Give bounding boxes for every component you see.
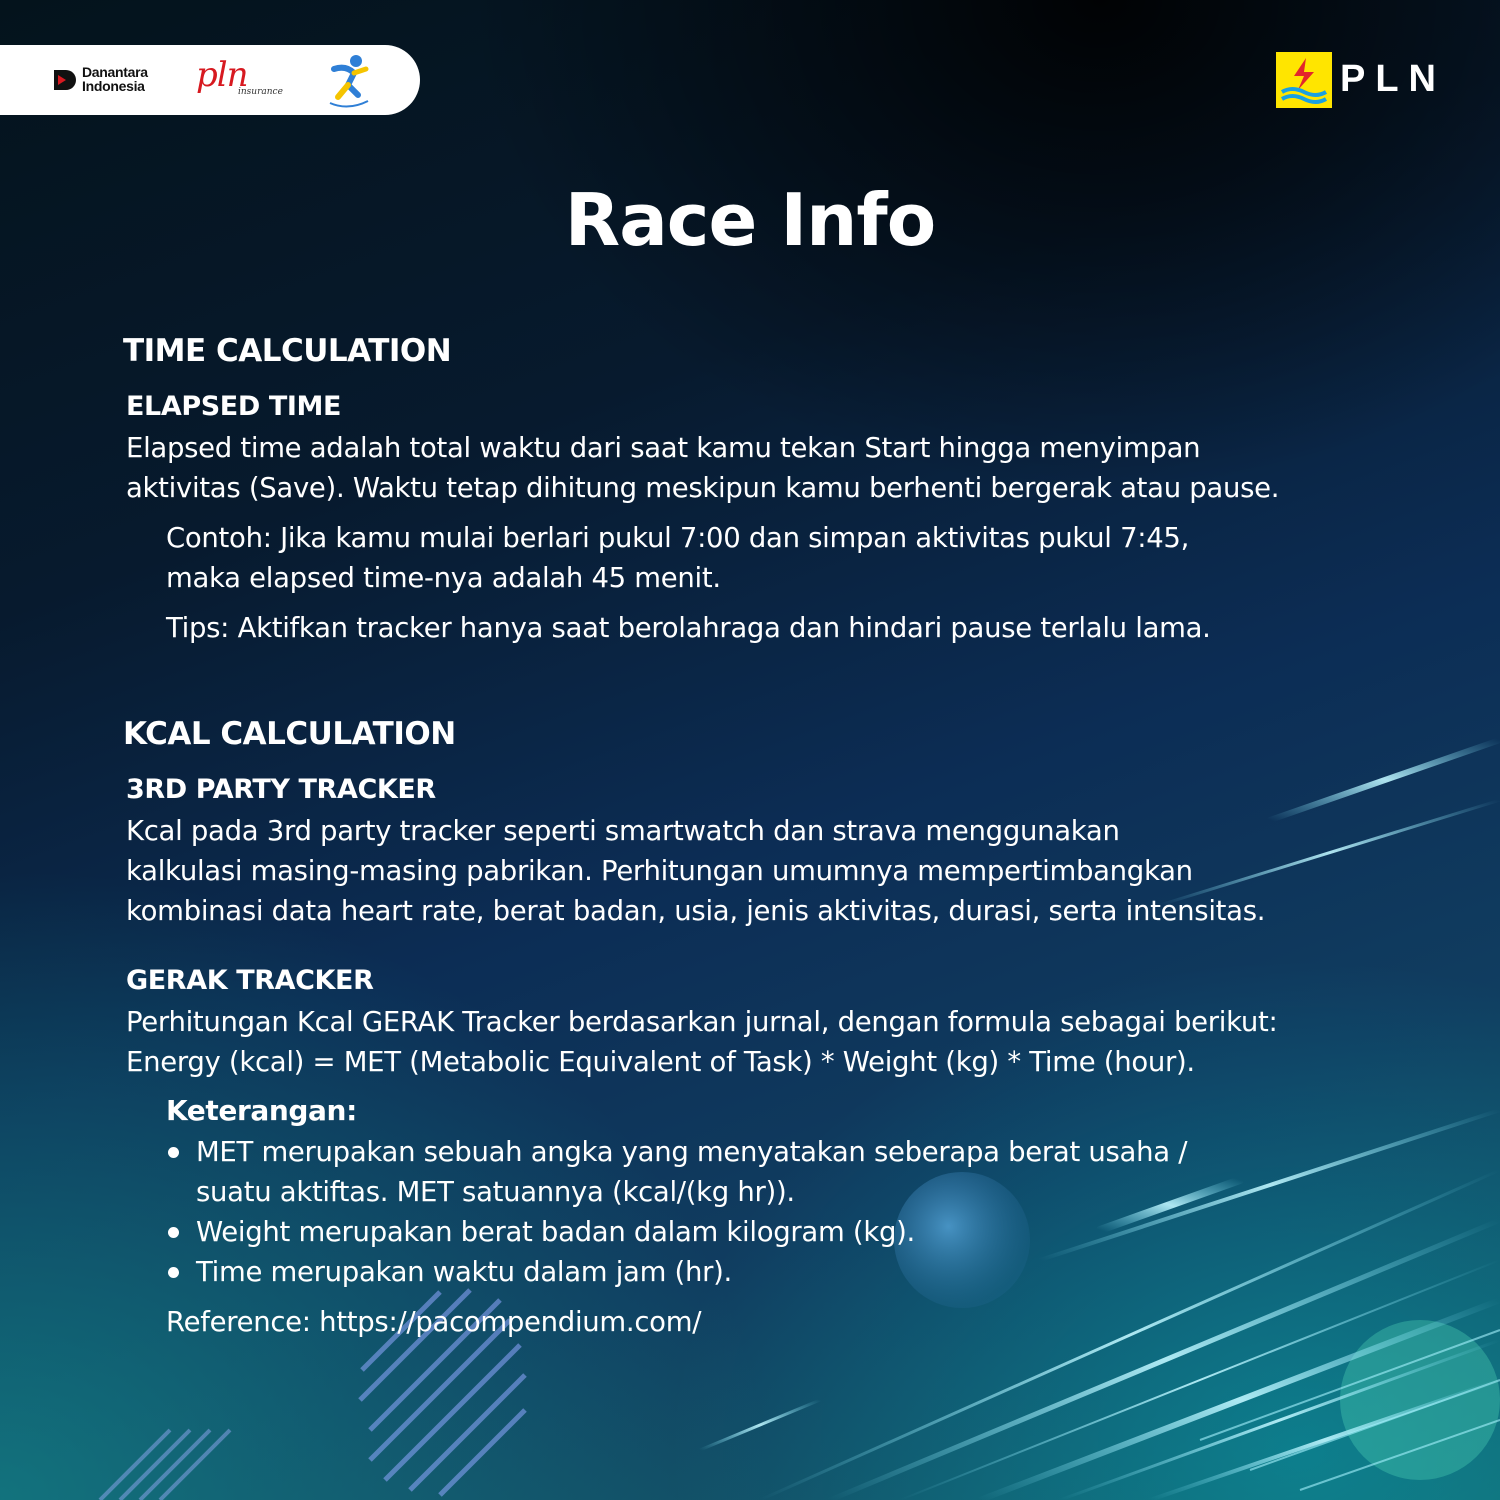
- keterangan-label: Keterangan:: [166, 1094, 357, 1127]
- third-party-tracker-description: [126, 811, 1466, 931]
- bullet-dot-icon: [168, 1227, 179, 1238]
- example-line: maka elapsed time-nya adalah 45 menit.: [166, 562, 721, 594]
- third-party-line: kombinasi data heart rate, berat badan, usia, jenis aktivitas, durasi, serta intensitas.: [126, 895, 1266, 927]
- pln-insurance-subtext: insurance: [238, 87, 283, 97]
- tips-line: Tips: Aktifkan tracker hanya saat berolahraga dan hindari pause terlalu lama.: [166, 612, 1211, 644]
- elapsed-time-description: [126, 428, 1466, 508]
- keterangan-list: [166, 1132, 1426, 1292]
- formula-line: Energy (kcal) = MET (Metabolic Equivalent of Task) * Weight (kg) * Time (hour).: [126, 1046, 1195, 1078]
- elapsed-time-tips: [166, 608, 1456, 648]
- elapsed-time-heading: ELAPSED TIME: [126, 391, 342, 422]
- list-item: [166, 1212, 1426, 1252]
- elapsed-time-line: Elapsed time adalah total waktu dari saat kamu tekan Start hingga menyimpan: [126, 432, 1201, 464]
- list-item-text: Weight merupakan berat badan dalam kilogram (kg).: [196, 1216, 915, 1248]
- pln-logo-text: PLN: [1340, 58, 1446, 100]
- gerak-tracker-heading: GERAK TRACKER: [126, 965, 374, 996]
- partner-logos-bar: [0, 45, 420, 115]
- pln-wellness-logo-icon: [318, 51, 378, 109]
- reference-text: [166, 1302, 1456, 1342]
- list-item: [166, 1132, 1426, 1212]
- third-party-line: kalkulasi masing-masing pabrikan. Perhitungan umumnya mempertimbangkan: [126, 855, 1193, 887]
- danantara-logo-text: Danantara Indonesia: [82, 64, 148, 94]
- elapsed-time-line: aktivitas (Save). Waktu tetap dihitung meskipun kamu berhenti bergerak atau pause.: [126, 472, 1280, 504]
- kcal-calculation-heading: KCAL CALCULATION: [123, 716, 456, 752]
- pln-insurance-logo: pln: [196, 55, 248, 95]
- third-party-tracker-heading: 3RD PARTY TRACKER: [126, 774, 436, 805]
- list-item: [166, 1252, 1426, 1292]
- bullet-dot-icon: [168, 1267, 179, 1278]
- page-title: Race Info: [564, 178, 936, 262]
- bullet-dot-icon: [168, 1147, 179, 1158]
- third-party-line: Kcal pada 3rd party tracker seperti smartwatch dan strava menggunakan: [126, 815, 1120, 847]
- pln-logo-icon: [1276, 52, 1332, 108]
- list-item-text: suatu aktiftas. MET satuannya (kcal/(kg hr)).: [196, 1176, 795, 1208]
- example-line: Contoh: Jika kamu mulai berlari pukul 7:00 dan simpan aktivitas pukul 7:45,: [166, 522, 1190, 554]
- list-item-text: MET merupakan sebuah angka yang menyatakan seberapa berat usaha /: [196, 1136, 1188, 1168]
- reference-line: Reference: https://pacompendium.com/: [166, 1306, 702, 1338]
- gerak-line: Perhitungan Kcal GERAK Tracker berdasarkan jurnal, dengan formula sebagai berikut:: [126, 1006, 1278, 1038]
- gerak-tracker-description: [126, 1002, 1466, 1082]
- elapsed-time-example: [166, 518, 1456, 598]
- danantara-logo-icon: [52, 67, 78, 93]
- time-calculation-heading: TIME CALCULATION: [123, 333, 452, 369]
- list-item-text: Time merupakan waktu dalam jam (hr).: [196, 1256, 732, 1288]
